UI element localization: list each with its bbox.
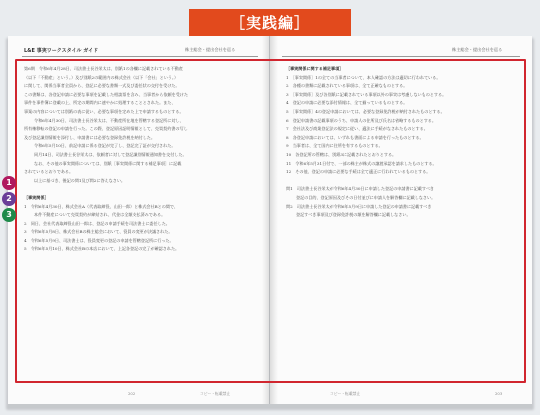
text-line: 第6期 令和6年4月28日、司法書士長谷栄太は、別紙1の各欄に記載されている不動産 [24,66,183,71]
right-running-title: 株主総会・提出会社を巡る [452,47,503,52]
section-heading: ［事実関係］ [24,194,49,200]
text-line: 1 令和6年4月30日、株式会社A（代表取締役、山田一郎）と株式会社Bとの間で、 [24,203,178,209]
question-line: 問1 司法書士長谷栄太が令和6年4月30日に申請した登記の申請書に記載すべき [286,186,435,192]
text-line: されているとおりである。 [24,169,74,175]
text-line: 8 各登記申請においては、いずれも書面による申請を行ったものとする。 [286,134,424,140]
section-title-badge: ［実践編］ [189,9,351,37]
text-line: 7 会社法及び商業登記法の規定に従い、適法に手続がなされたものとする。 [286,126,428,132]
text-line: 登記すべき事項及び登録免許税の額を解答欄に記載しなさい。 [296,212,411,218]
text-line: 登記の目的、登記原因及びその日付並びに申請人を解答欄に記載しなさい。 [296,194,436,200]
text-line: 3 ［事実関係］及び各別紙に記載されている事項以外の事実は考慮しないものとする。 [286,91,447,97]
text-line: この書類は、各登記申請に必要な事項を記載した相談票を含み、当事者から依頼を受けた [24,91,188,97]
text-line: 5 令和6年5月10日、株式会社Bの本店において、上記各登記の完了が確認された。 [24,246,180,252]
left-page-number: 202 [128,391,136,396]
text-line: なお、その他の事実関係については、別紙［事実関係に関する補足事項］に記載 [34,160,182,166]
text-line: 6 登記申請書の記載事項のうち、申請人の住所及び氏名は省略するものとする。 [286,117,436,123]
left-brand: L&E 事実ワークスタイル ガイド [24,48,99,54]
text-line: （以下「不動産」という。）及び別紙2の範囲内の株式会社（以下「会社」という。） [24,74,179,80]
text-line: 2 各種の書類に記載されている事項は、全て正確なものとする。 [286,83,408,89]
text-line: 令和6年4月30日、司法書士長谷栄太は、不動産所在地を管轄する登記所に対し、 [34,117,184,123]
text-line: 所有権移転の登記の申請を行った。この際、登記原因証明情報として、売買契約書の写し [24,126,188,132]
text-line: 本件不動産について売買契約が締結され、代金は全額支払済みである。 [34,212,166,218]
text-line: に関して、関係当事者全員から、登記に必要な書類一式及び委任状の交付を受けた。 [24,83,180,89]
text-line: 令和6年5月10日、前記申請に係る登記が完了し、登記完了証が交付された。 [34,143,176,149]
right-page-number: 203 [495,391,503,396]
text-line: 9 当事者は、全て国内に住所を有するものとする。 [286,143,383,149]
text-line: 11 令和6年5月31日付で、一部の株主が株式の譲渡承認を請求したものとする。 [286,160,437,166]
marker-2-badge: 2 [2,192,16,206]
text-line: 及び登記識別情報を添付し、申請書には必要な登録免許税を納付した。 [24,134,155,140]
left-running-title: 株主総会・提出会社を巡る [185,47,236,52]
text-line: 1 ［事実関係］1の全ての当事者について、本人確認の方法は適切に行われている。 [286,74,441,80]
text-line: 12 その他、登記の申請に必要な手続は全て適正に行われているものとする。 [286,169,431,175]
text-line: 同月14日、司法書士長谷栄太は、依頼者に対して登記識別情報通知書を交付した。 [34,151,187,157]
marker-3-badge: 3 [2,208,16,222]
text-line: 以上に基づき、後記の問1及び問2に答えなさい。 [34,177,126,183]
section-heading: ［事実関係に関する補足事項］ [286,66,344,71]
text-line: 3 令和6年5月8日、株式会社Bの株主総会において、役員の変更が決議された。 [24,229,173,235]
text-line: 2 同日、会社代表取締役山田一郎は、登記の申請手続を司法書士に委任した。 [24,220,170,226]
left-footer-note: コピー・転載禁止 [200,391,231,396]
marker-1-badge: 1 [2,176,16,190]
text-line: 5 ［事実関係］4の登記申請においては、必要な登録免許税が納付されたものとする。 [286,108,445,114]
question-line: 問2 司法書士長谷栄太が令和6年5月9日に申請した登記の申請書に記載すべき [286,203,432,209]
text-line: 事件を事件簿に登載の上、所定の期間内に速やかに処理することとされた。また、 [24,100,176,106]
text-line: 4 登記の申請に必要な添付情報は、全て揃っているものとする。 [286,100,408,106]
right-header-rule [282,56,520,57]
text-line: 10 各登記所の管轄は、別紙3に記載されたとおりとする。 [286,151,397,157]
text-line: 事案の内容については別紙の表に従い、必要な事項を定めた上で申請するものとする。 [24,108,184,114]
highlight-frame [15,59,526,383]
left-header-rule [22,56,258,57]
text-line: 4 令和6年5月9日、司法書士は、役員変更の登記の申請を管轄登記所に行った。 [24,237,174,243]
right-footer-note: コピー・転載禁止 [330,391,361,396]
